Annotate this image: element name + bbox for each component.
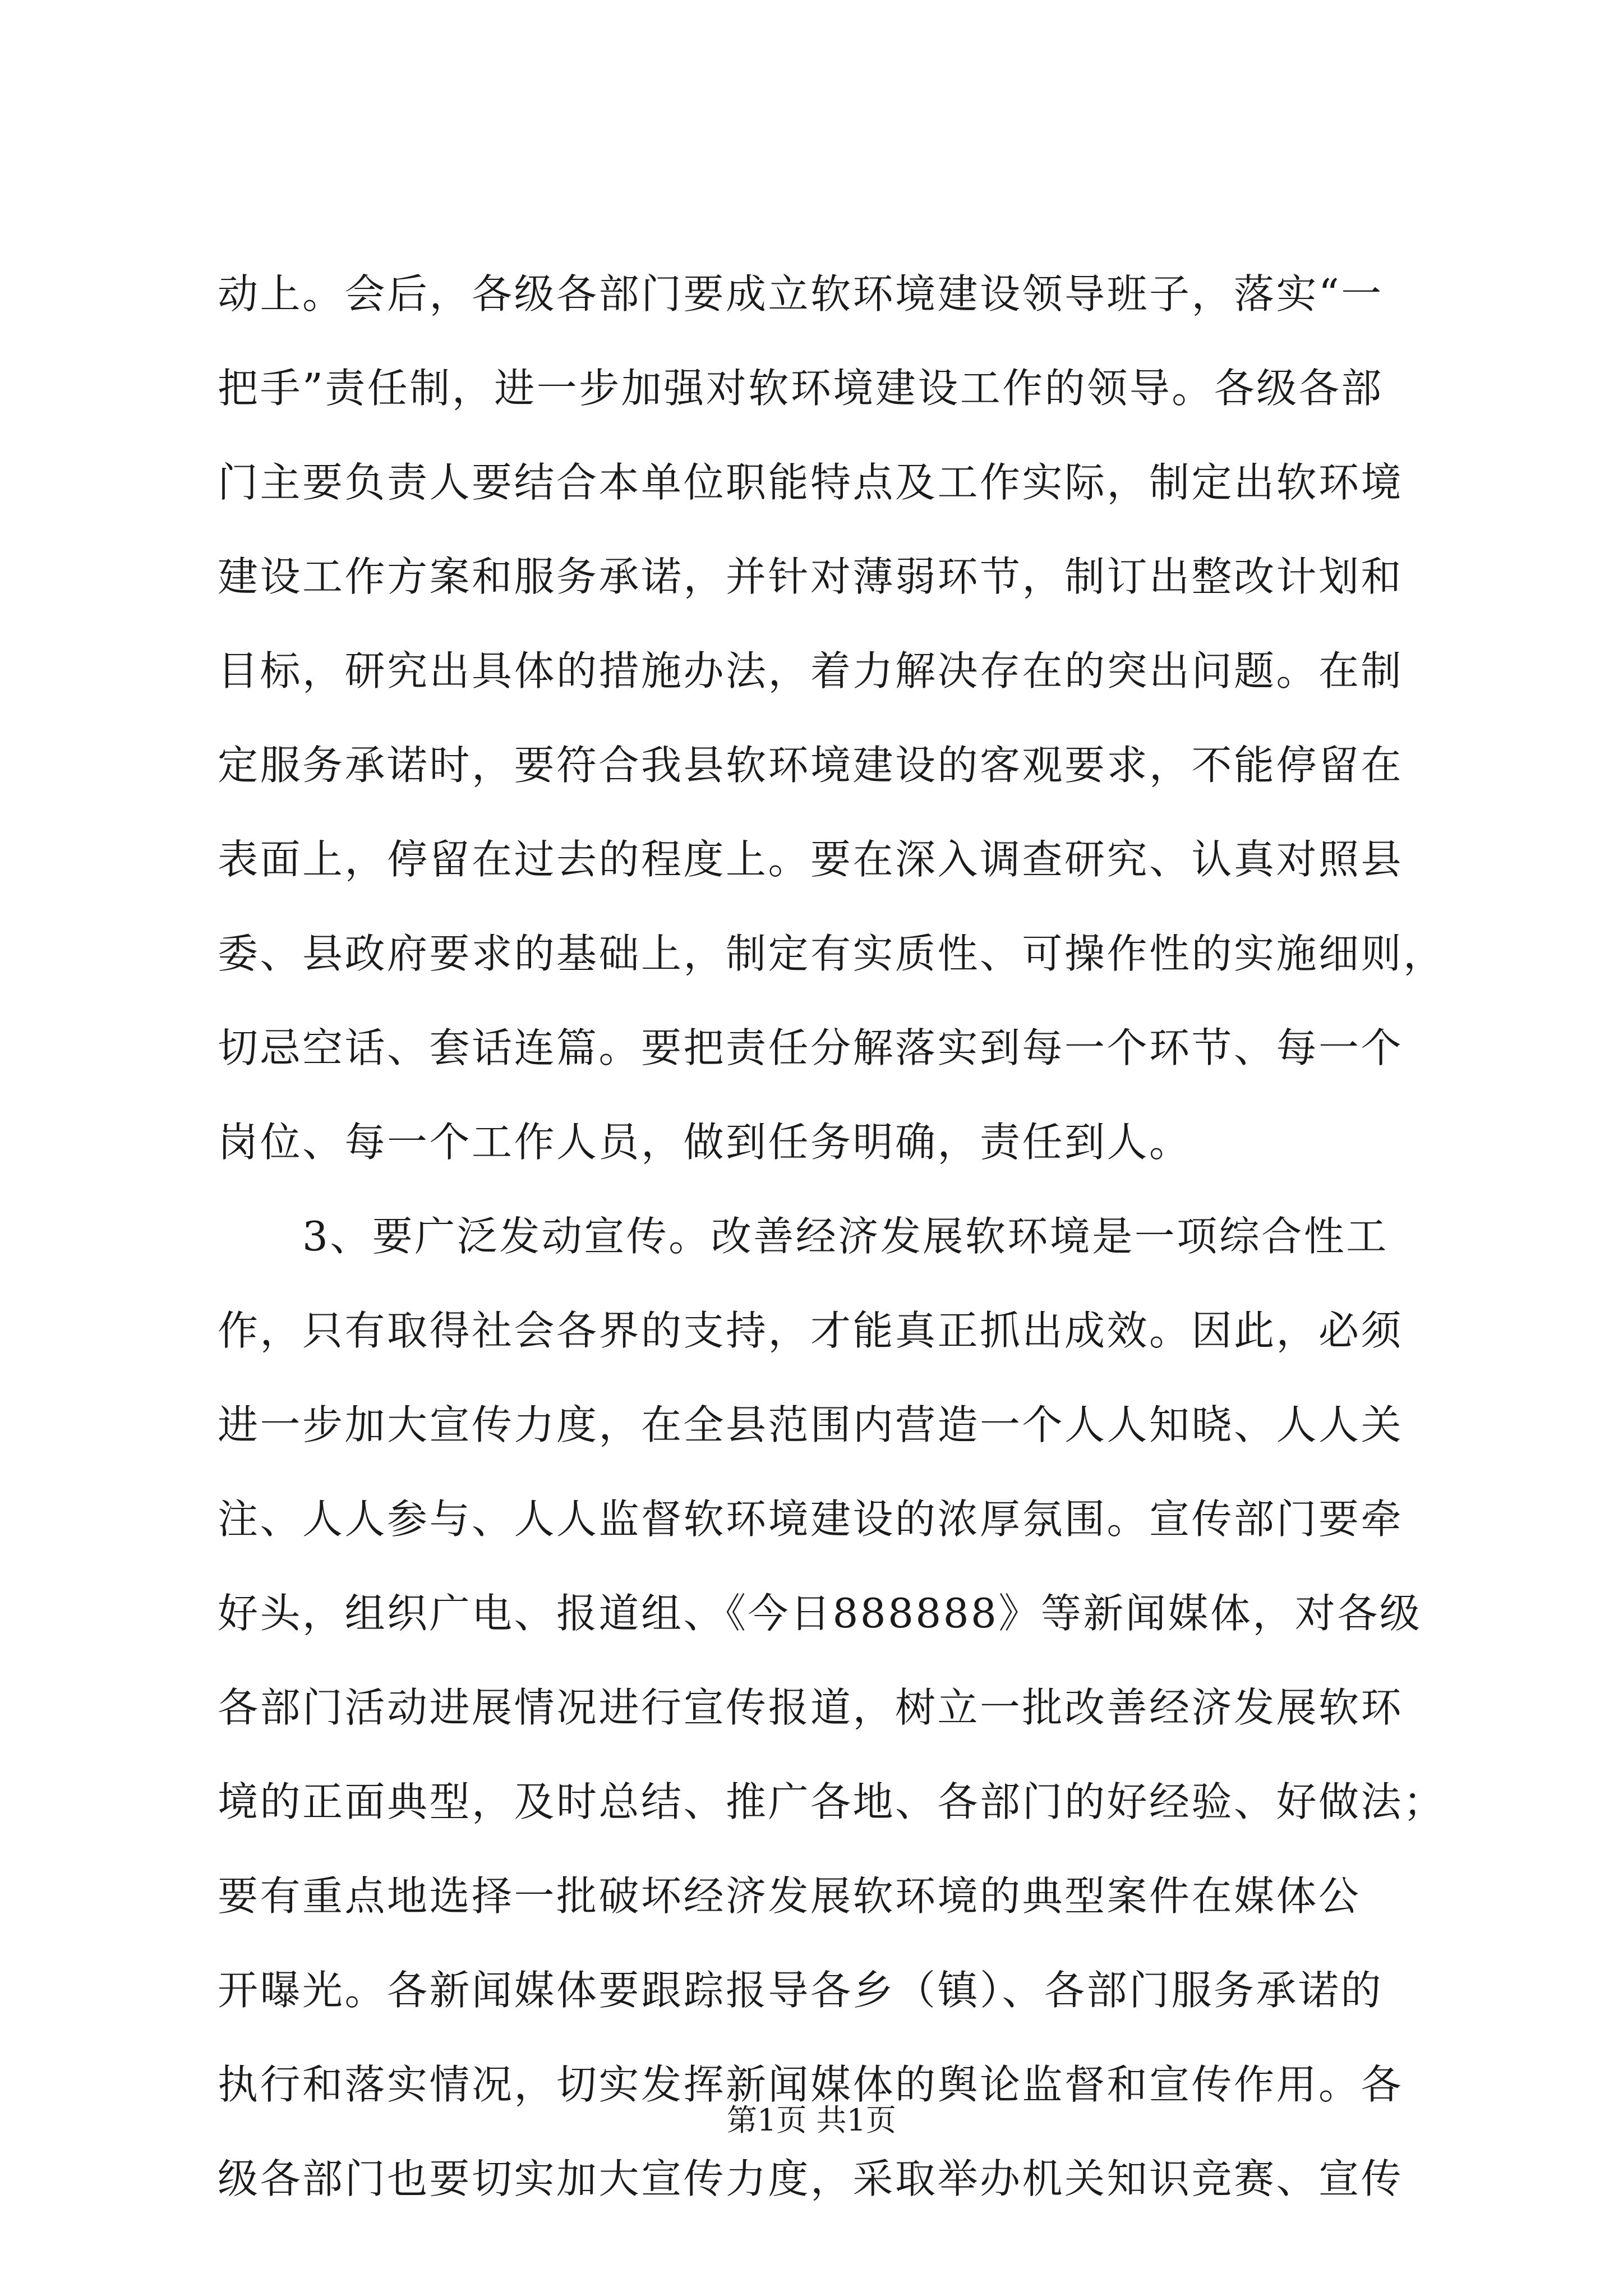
text-line: 要有重点地选择一批破坏经济发展软环境的典型案件在媒体公 <box>218 1872 1361 1920</box>
text-line: 开曝光。各新闻媒体要跟踪报导各乡（镇）、各部门服务承诺的 <box>218 1967 1384 2014</box>
text-line: 作，只有取得社会各界的支持，才能真正抓出成效。因此，必须 <box>218 1307 1404 1354</box>
text-line: 好头，组织广电、报道组、《今日888888》等新闻媒体，对各级 <box>218 1590 1422 1637</box>
text-line: 切忌空话、套话连篇。要把责任分解落实到每一个环节、每一个 <box>218 1024 1404 1071</box>
text-line: 委、县政府要求的基础上，制定有实质性、可操作性的实施细则， <box>218 930 1446 977</box>
text-line: 门主要负责人要结合本单位职能特点及工作实际，制定出软环境 <box>218 459 1404 506</box>
text-line: 目标，研究出具体的措施办法，着力解决存在的突出问题。在制 <box>218 647 1404 694</box>
text-line: 级各部门也要切实加大宣传力度，采取举办机关知识竞赛、宣传 <box>218 2155 1404 2202</box>
text-line: 进一步加大宣传力度，在全县范围内营造一个人人知晓、人人关 <box>218 1401 1404 1448</box>
text-line: 表面上，停留在过去的程度上。要在深入调查研究、认真对照县 <box>218 836 1404 883</box>
page-footer <box>0 2098 1623 2143</box>
page-number: 第1页 共1页 <box>727 2102 896 2138</box>
document-body <box>218 247 1446 2226</box>
text-line: 建设工作方案和服务承诺，并针对薄弱环节，制订出整改计划和 <box>218 553 1404 600</box>
text-line: 3、要广泛发动宣传。改善经济发展软环境是一项综合性工 <box>218 1213 1389 1260</box>
text-line: 定服务承诺时，要符合我县软环境建设的客观要求，不能停留在 <box>218 742 1404 789</box>
text-line: 动上。会后，各级各部门要成立软环境建设领导班子，落实“一 <box>218 270 1384 318</box>
text-line: 岗位、每一个工作人员，做到任务明确，责任到人。 <box>218 1119 1192 1166</box>
text-line: 注、人人参与、人人监督软环境建设的浓厚氛围。宣传部门要牵 <box>218 1496 1404 1543</box>
text-line: 各部门活动进展情况进行宣传报道，树立一批改善经济发展软环 <box>218 1684 1404 1731</box>
text-line: 境的正面典型，及时总结、推广各地、各部门的好经验、好做法； <box>218 1778 1446 1825</box>
text-line: 执行和落实情况，切实发挥新闻媒体的舆论监督和宣传作用。各 <box>218 2061 1404 2108</box>
text-line: 把手”责任制，进一步加强对软环境建设工作的领导。各级各部 <box>218 365 1384 412</box>
